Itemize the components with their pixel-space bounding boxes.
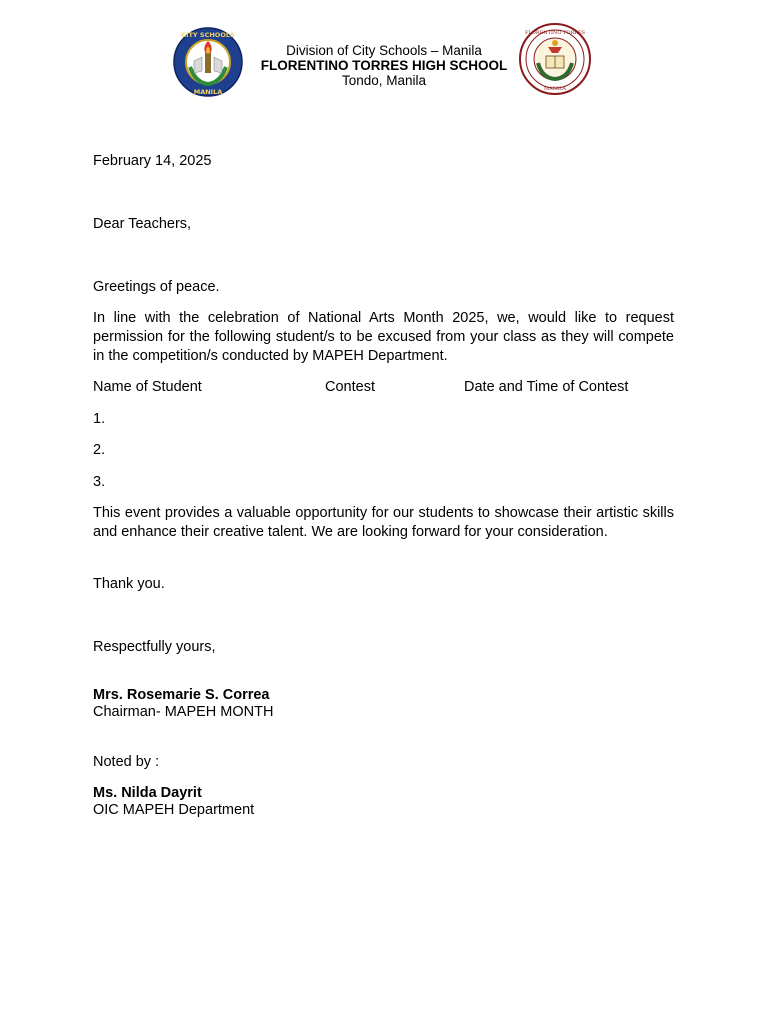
svg-text:MANILA: MANILA [543,86,567,92]
closing-line: Respectfully yours, [93,639,216,655]
svg-text:FLORENTINO TORRES: FLORENTINO TORRES [524,30,586,36]
column-header-date-time: Date and Time of Contest [464,379,629,395]
school-location: Tondo, Manila [341,73,427,88]
svg-text:MANILA: MANILA [193,88,223,96]
thanks-line: Thank you. [93,576,165,592]
letterhead [240,43,528,88]
school-seal-logo [518,23,592,95]
list-item: 2. [93,442,106,458]
column-header-name: Name of Student [93,379,202,395]
signer-1-name: Mrs. Rosemarie S. Correa [93,687,270,703]
body-paragraph-1: In line with the celebration of National Arts Month 2025, we, would like to request permission for the following student/s to be excused from your class as they will compete in the competition/s conducted by MAPEH Department. [93,310,674,364]
greeting: Greetings of peace. [93,279,220,295]
body-paragraph-2: This event provides a valuable opportunity for our students to showcase their artistic skills and enhance their creative talent. We are looking forward for your consideration. [93,505,674,540]
signer-2-title: OIC MAPEH Department [93,802,255,818]
signer-2-name: Ms. Nilda Dayrit [93,785,202,801]
letter-date: February 14, 2025 [93,153,212,169]
salutation: Dear Teachers, [93,216,192,232]
list-item: 1. [93,411,106,427]
column-header-contest: Contest [325,379,375,395]
school-name: FLORENTINO TORRES HIGH SCHOOL [260,58,508,73]
svg-text:CITY SCHOOLS: CITY SCHOOLS [181,31,235,39]
division-seal-logo [172,27,244,97]
noted-by-label: Noted by : [93,754,160,770]
list-item: 3. [93,474,106,490]
division-name: Division of City Schools – Manila [286,43,482,58]
signer-1-title: Chairman- MAPEH MONTH [93,704,274,720]
